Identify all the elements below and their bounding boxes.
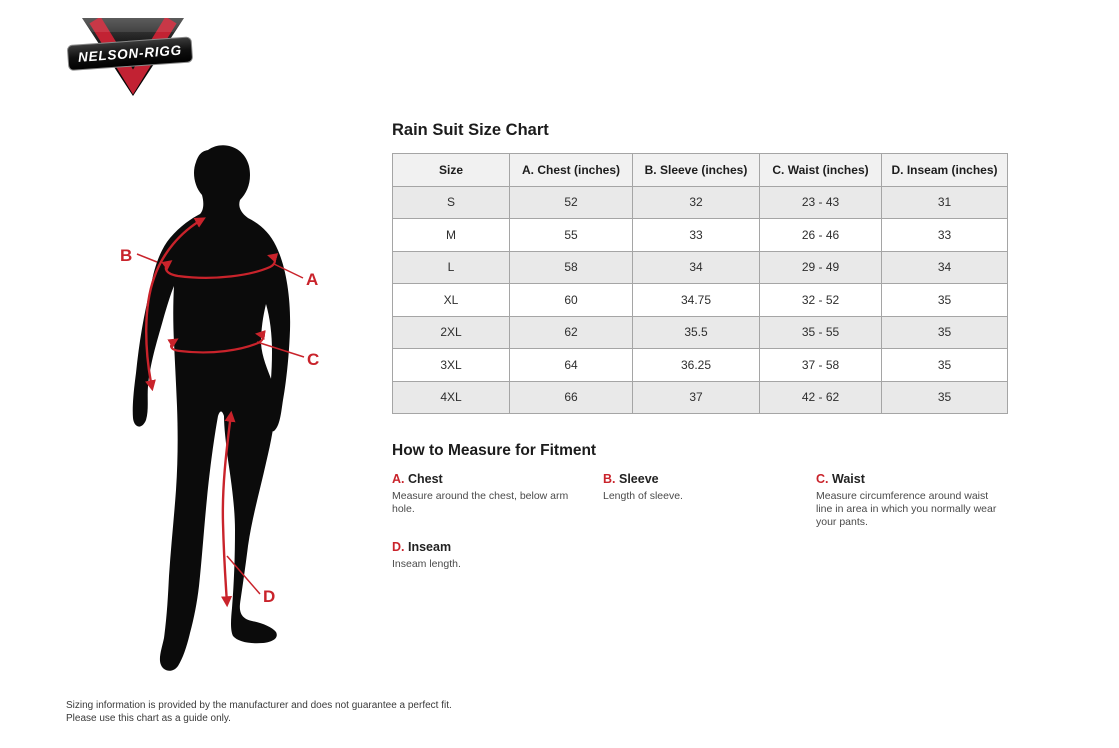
measure-item-description: Measure circumference around waist line in area in which you normally wear your pants. bbox=[816, 490, 997, 528]
table-row bbox=[393, 251, 1008, 284]
table-cell: 60 bbox=[510, 284, 633, 317]
nelson-rigg-logo bbox=[62, 6, 202, 106]
table-cell: 35 bbox=[882, 381, 1008, 414]
measure-item-name: Sleeve bbox=[618, 472, 659, 486]
measure-item-name: Waist bbox=[831, 472, 865, 486]
table-cell: 29 - 49 bbox=[760, 251, 882, 284]
column-header: B. Sleeve (inches) bbox=[633, 154, 760, 187]
table-cell: 35 - 55 bbox=[760, 316, 882, 349]
footer-line-2: Please use this chart as a guide only. bbox=[66, 713, 231, 724]
table-cell: 32 bbox=[633, 186, 760, 219]
table-cell: 35 bbox=[882, 349, 1008, 382]
table-cell: 37 bbox=[633, 381, 760, 414]
measure-heading: How to Measure for Fitment bbox=[392, 442, 597, 459]
measure-item-name: Inseam bbox=[407, 540, 452, 554]
table-cell: 66 bbox=[510, 381, 633, 414]
table-cell: 33 bbox=[633, 219, 760, 252]
table-cell: 37 - 58 bbox=[760, 349, 882, 382]
table-cell: 55 bbox=[510, 219, 633, 252]
label-b: B bbox=[120, 246, 133, 265]
table-cell: L bbox=[393, 251, 510, 284]
measure-item-title bbox=[392, 472, 603, 487]
table-row bbox=[393, 284, 1008, 317]
table-cell: 34 bbox=[882, 251, 1008, 284]
table-cell: 26 - 46 bbox=[760, 219, 882, 252]
fitment-figure bbox=[100, 138, 345, 698]
label-b-leader bbox=[137, 254, 157, 262]
logo-brand-text: NELSON-RIGG bbox=[77, 42, 183, 65]
column-header: D. Inseam (inches) bbox=[882, 154, 1008, 187]
table-row bbox=[393, 219, 1008, 252]
table-cell: 35 bbox=[882, 284, 1008, 317]
measure-item-letter: D. bbox=[392, 540, 408, 554]
size-table-head-row bbox=[393, 154, 1008, 187]
measure-item-letter: B. bbox=[603, 472, 619, 486]
measure-item-description: Measure around the chest, below arm hole. bbox=[392, 490, 569, 515]
table-row bbox=[393, 349, 1008, 382]
table-cell: 35.5 bbox=[633, 316, 760, 349]
measure-item bbox=[392, 540, 603, 571]
table-cell: 2XL bbox=[393, 316, 510, 349]
table-cell: M bbox=[393, 219, 510, 252]
column-header: C. Waist (inches) bbox=[760, 154, 882, 187]
measure-item-title bbox=[816, 472, 1008, 487]
table-cell: S bbox=[393, 186, 510, 219]
table-cell: 42 - 62 bbox=[760, 381, 882, 414]
measure-item-title bbox=[392, 540, 603, 555]
label-a: A bbox=[306, 270, 319, 289]
table-cell: 35 bbox=[882, 316, 1008, 349]
table-cell: 4XL bbox=[393, 381, 510, 414]
measure-item bbox=[392, 472, 603, 516]
logo-banner bbox=[67, 37, 192, 71]
footer-line-1: Sizing information is provided by the manufacturer and does not guarantee a perfect fit. bbox=[66, 700, 452, 711]
page-title: Rain Suit Size Chart bbox=[392, 121, 549, 139]
table-cell: 31 bbox=[882, 186, 1008, 219]
table-cell: 64 bbox=[510, 349, 633, 382]
table-cell: 23 - 43 bbox=[760, 186, 882, 219]
table-cell: 33 bbox=[882, 219, 1008, 252]
label-d: D bbox=[263, 587, 276, 606]
column-header: A. Chest (inches) bbox=[510, 154, 633, 187]
table-cell: 58 bbox=[510, 251, 633, 284]
measure-item-description: Length of sleeve. bbox=[603, 490, 683, 502]
table-cell: 52 bbox=[510, 186, 633, 219]
measure-item-title bbox=[603, 472, 816, 487]
table-cell: XL bbox=[393, 284, 510, 317]
footer-disclaimer bbox=[66, 699, 452, 725]
measure-item bbox=[603, 472, 816, 503]
measure-item-description: Inseam length. bbox=[392, 558, 461, 570]
measure-item-letter: A. bbox=[392, 472, 408, 486]
size-chart-section bbox=[392, 120, 1008, 571]
label-c: C bbox=[307, 350, 320, 369]
table-row bbox=[393, 316, 1008, 349]
table-cell: 36.25 bbox=[633, 349, 760, 382]
size-table bbox=[392, 153, 1008, 414]
column-header: Size bbox=[393, 154, 510, 187]
table-cell: 34 bbox=[633, 251, 760, 284]
table-row bbox=[393, 186, 1008, 219]
table-cell: 32 - 52 bbox=[760, 284, 882, 317]
size-table-body bbox=[393, 186, 1008, 414]
table-cell: 34.75 bbox=[633, 284, 760, 317]
measure-item bbox=[816, 472, 1008, 529]
measure-grid bbox=[392, 472, 1008, 571]
table-cell: 62 bbox=[510, 316, 633, 349]
measure-item-letter: C. bbox=[816, 472, 832, 486]
table-cell: 3XL bbox=[393, 349, 510, 382]
table-row bbox=[393, 381, 1008, 414]
measure-item-name: Chest bbox=[407, 472, 443, 486]
